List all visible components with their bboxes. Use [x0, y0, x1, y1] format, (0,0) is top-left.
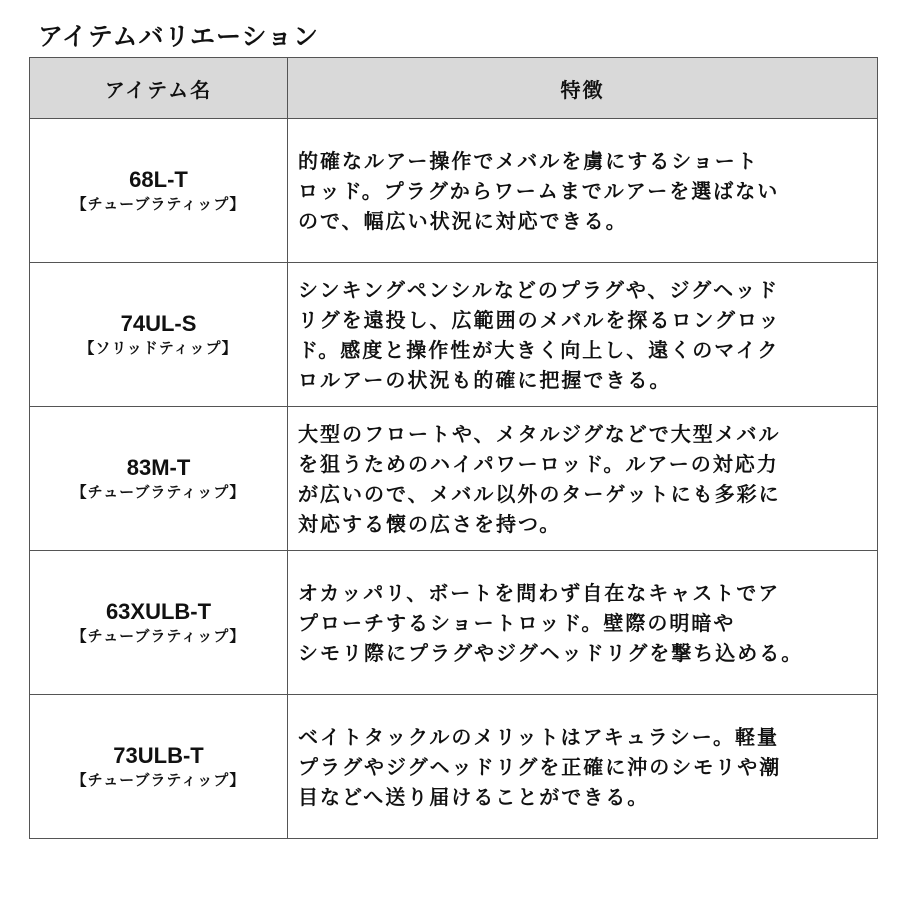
item-name-cell [30, 551, 288, 695]
table-row [30, 263, 878, 407]
feature-text: ベイトタックルのメリットはアキュラシー。軽量 プラグやジグヘッドリグを正確に沖のシモリや潮 目などへ送り届けることができる。 [298, 724, 782, 809]
model-name: 63XULB-T [105, 598, 212, 624]
tip-type: 【ソリッドティップ】 [79, 338, 238, 357]
item-name-cell [30, 407, 288, 551]
feature-cell [288, 407, 878, 551]
model-name: 73ULB-T [113, 742, 204, 768]
page-title: アイテムバリエーション [38, 22, 320, 51]
table-row [30, 551, 878, 695]
feature-text: シンキングペンシルなどのプラグや、ジグヘッド リグを遠投し、広範囲のメバルを探るロングロッ ド。感度と操作性が大きく向上し、遠くのマイク ロルアーの状況も的確に把握できる。 [298, 277, 781, 392]
item-variation-table [29, 57, 878, 839]
table-row [30, 695, 878, 839]
feature-cell [288, 695, 878, 839]
feature-text: オカッパリ、ボートを問わず自在なキャストでア プローチするショートロッド。壁際の明暗や シモリ際にプラグやジグヘッドリグを撃ち込める。 [298, 580, 804, 665]
tip-type: 【チューブラティップ】 [71, 194, 246, 213]
table-header-row [30, 58, 878, 119]
model-name: 83M-T [126, 454, 191, 480]
feature-cell [288, 551, 878, 695]
item-name-cell [30, 263, 288, 407]
header-item-name: アイテム名 [30, 58, 288, 119]
tip-type: 【チューブラティップ】 [71, 770, 246, 789]
table-row [30, 119, 878, 263]
feature-cell [288, 119, 878, 263]
feature-cell [288, 263, 878, 407]
item-name-cell [30, 695, 288, 839]
header-feature: 特徴 [288, 58, 878, 119]
feature-text: 大型のフロートや、メタルジグなどで大型メバル を狙うためのハイパワーロッド。ルアーの対応力 が広いので、メバル以外のターゲットにも多彩に 対応する懐の広さを持つ。 [298, 421, 781, 536]
feature-text: 的確なルアー操作でメバルを虜にするショート ロッド。プラグからワームまでルアーを選ばない ので、幅広い状況に対応できる。 [298, 148, 780, 233]
item-name-cell [30, 119, 288, 263]
tip-type: 【チューブラティップ】 [71, 482, 246, 501]
model-name: 74UL-S [120, 310, 197, 336]
model-name: 68L-T [129, 166, 188, 192]
tip-type: 【チューブラティップ】 [71, 626, 246, 645]
table-row [30, 407, 878, 551]
